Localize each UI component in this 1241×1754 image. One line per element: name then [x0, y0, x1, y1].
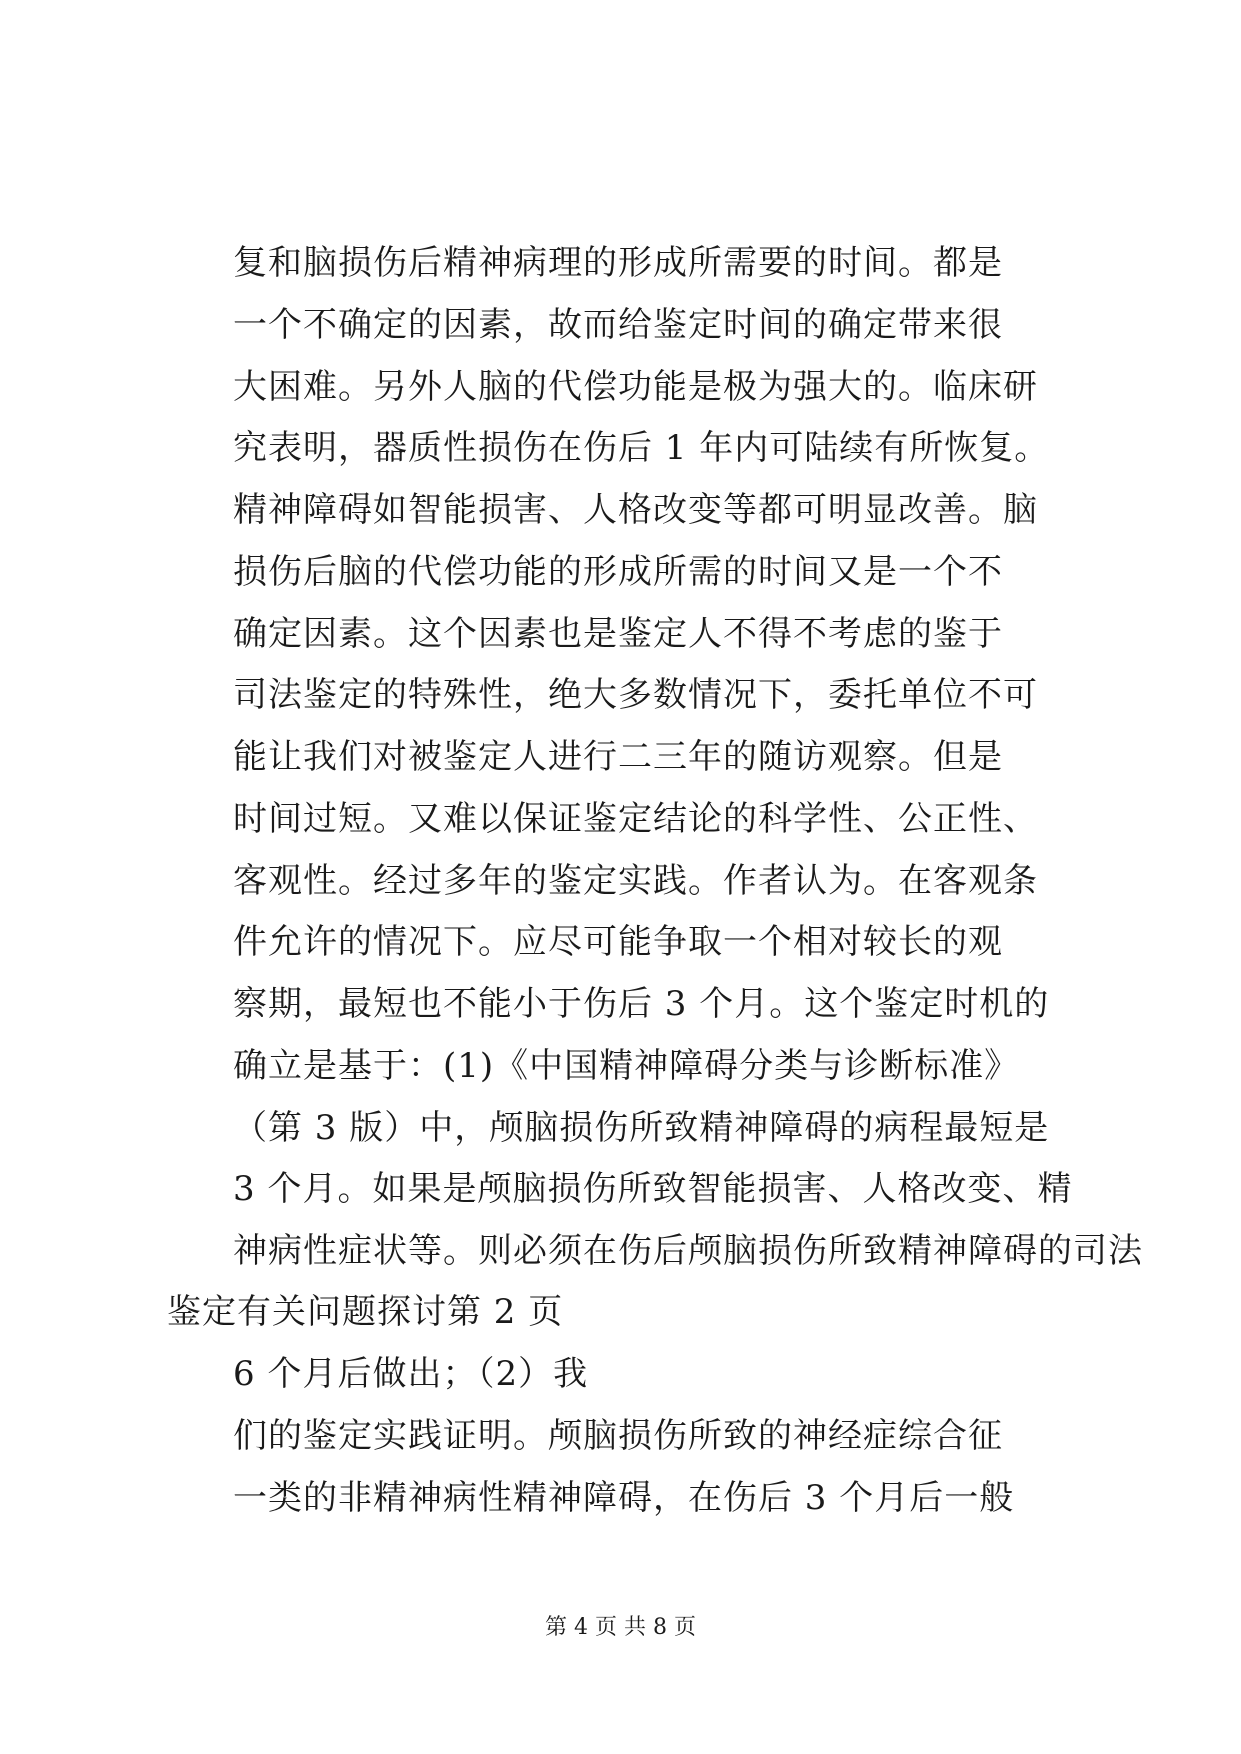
text-line: 复和脑损伤后精神病理的形成所需要的时间。都是: [233, 243, 1003, 283]
text-line: 精神障碍如智能损害、人格改变等都可明显改善。脑: [233, 490, 1038, 530]
text-line: 鉴定有关问题探讨第 2 页: [167, 1292, 564, 1332]
text-line: 件允许的情况下。应尽可能争取一个相对较长的观: [233, 922, 1003, 962]
text-line: 确定因素。这个因素也是鉴定人不得不考虑的鉴于: [233, 614, 1003, 654]
text-line: 能让我们对被鉴定人进行二三年的随访观察。但是: [233, 737, 1003, 777]
text-line: 损伤后脑的代偿功能的形成所需的时间又是一个不: [233, 552, 1003, 592]
text-line: 神病性症状等。则必须在伤后颅脑损伤所致精神障碍的司法: [233, 1231, 1143, 1271]
text-line: 大困难。另外人脑的代偿功能是极为强大的。临床研: [233, 367, 1038, 407]
text-line: 3 个月。如果是颅脑损伤所致智能损害、人格改变、精: [233, 1169, 1073, 1209]
text-line: 时间过短。又难以保证鉴定结论的科学性、公正性、: [233, 799, 1038, 839]
text-line: 一个不确定的因素，故而给鉴定时间的确定带来很: [233, 305, 1003, 345]
text-line: 客观性。经过多年的鉴定实践。作者认为。在客观条: [233, 861, 1038, 901]
text-line: 一类的非精神病性精神障碍，在伤后 3 个月后一般: [233, 1478, 1015, 1518]
page-number-footer: 第 4 页 共 8 页: [545, 1615, 696, 1640]
text-line: 察期，最短也不能小于伤后 3 个月。这个鉴定时机的: [233, 984, 1050, 1024]
text-line: （第 3 版）中，颅脑损伤所致精神障碍的病程最短是: [233, 1108, 1050, 1148]
text-line: 司法鉴定的特殊性，绝大多数情况下，委托单位不可: [233, 675, 1038, 715]
text-line: 确立是基于：(1)《中国精神障碍分类与诊断标准》: [233, 1046, 1020, 1086]
text-line: 们的鉴定实践证明。颅脑损伤所致的神经症综合征: [233, 1416, 1003, 1456]
text-line: 究表明，器质性损伤在伤后 1 年内可陆续有所恢复。: [233, 428, 1050, 468]
text-line: 6 个月后做出；（2）我: [233, 1354, 589, 1394]
